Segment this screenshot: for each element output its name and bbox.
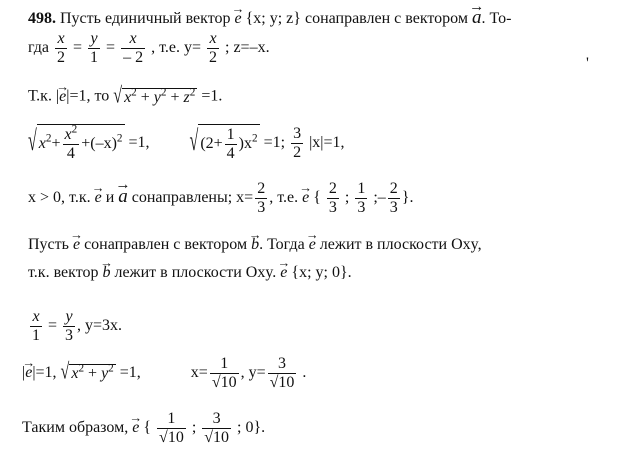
text: |x|=1,: [309, 133, 345, 151]
line-8: $\frac{x}{1}$ = $\frac{y}{3}$ , y=3x.: [32, 308, 123, 344]
vector-a: → a: [118, 187, 128, 206]
fraction: $\frac{2}{3}$: [257, 180, 266, 216]
fraction: $\frac{2}{3}$: [328, 180, 337, 216]
vector-e: → e: [235, 11, 242, 27]
fraction: $\frac{3}{√10}$: [204, 410, 230, 446]
vector-e: → e: [132, 420, 139, 436]
text: , т.е. y=: [151, 38, 201, 56]
fraction: $\frac{x}{2}$: [209, 30, 217, 66]
line-5: x > 0, т.к. → e и → a сонаправлены; x= $\frac{2}{3}$ , т.е. → e { $\frac{2}{3}$ ; $\frac{1}{3}$ ;– $\frac{2}{3}$ }.: [28, 180, 413, 216]
sqrt-expression: √ (2+ $\frac{1}{4}$ )$x^2$: [189, 126, 258, 162]
text: , y=: [240, 363, 266, 381]
text: x=: [190, 363, 208, 381]
text: и: [105, 188, 115, 206]
text: , т.е.: [269, 188, 299, 206]
vector-e: → e: [59, 89, 66, 105]
vector-b: → b: [251, 237, 259, 253]
text: {x; y; z} сонаправлен с вектором: [245, 10, 468, 27]
text: {x; y; 0}.: [291, 264, 352, 281]
line-10: Таким образом, → e { $\frac{1}{√10}$ ; $\frac{3}{√10}$ ; 0}.: [22, 410, 265, 446]
line-1: [28, 8, 511, 27]
line-9: |→ e|=1, √ $x^2 + y^2 =1$, x= $\frac{1}{√10}$ , y= $\frac{3}{√10}$ .: [22, 355, 306, 391]
vector-e: → e: [280, 265, 287, 281]
fraction: $\frac{3}{2}$: [293, 125, 302, 161]
text: Таким образом,: [22, 418, 129, 436]
text: |=1, то: [66, 87, 110, 105]
sqrt-expression: √ $x^2+$ $\frac{x^2}{4}$ $+(-x)^2$: [28, 123, 123, 162]
line-2: гда $\frac{x}{2}$ = $\frac{y}{1}$ = $\frac{x}{- 2}$ , т.е. y= $\frac{x}{2}$ ; z=–x.: [28, 30, 270, 66]
line-4: [28, 124, 345, 162]
text: сонаправлены; x=: [131, 188, 254, 206]
text: лежит в плоскости Oxy,: [319, 236, 482, 253]
fraction: $\frac{y}{3}$: [65, 308, 74, 344]
sqrt-expression: √ $x^2 + y^2$: [60, 360, 114, 385]
text: т.к. вектор: [28, 264, 99, 281]
vector-e: → e: [73, 237, 80, 253]
fraction: $\frac{x}{1}$: [32, 308, 40, 344]
text: . Тогда: [259, 236, 305, 253]
line-7: [28, 265, 352, 281]
text: Пусть единичный вектор: [60, 10, 231, 27]
fraction: $\frac{1}{√10}$: [211, 355, 237, 391]
text: ; z=–x.: [225, 38, 270, 56]
text: =1,: [128, 133, 150, 151]
text: гда: [28, 38, 50, 56]
stray-mark: ': [586, 55, 589, 72]
text: Пусть: [28, 236, 69, 253]
fraction: $\frac{3}{√10}$: [269, 355, 295, 391]
fraction: $\frac{1}{3}$: [357, 180, 366, 216]
vector-e: → e: [309, 237, 316, 253]
line-3: [28, 84, 223, 109]
problem-number: 498.: [28, 10, 56, 27]
text: =1;: [263, 133, 286, 151]
text: x > 0, т.к.: [28, 188, 91, 206]
vector-e: → e: [25, 365, 32, 381]
vector-e: → e: [95, 190, 102, 206]
sqrt-expression: √ $x^2 + y^2 + z^2$: [113, 84, 196, 109]
text: лежит в плоскости Oxy.: [114, 264, 277, 281]
text: Т.к. |: [28, 87, 60, 105]
fraction: $\frac{1}{√10}$: [159, 410, 184, 446]
text: =1,: [119, 363, 141, 381]
text: |=1,: [32, 363, 57, 381]
fraction: $\frac{x}{- 2}$: [123, 30, 144, 66]
line-6: [28, 237, 482, 253]
vector-b: → b: [102, 265, 110, 281]
fraction: $\frac{2}{3}$: [389, 180, 398, 216]
vector-e: → e: [302, 190, 309, 206]
text: , y=3x.: [77, 316, 123, 334]
text: . То-: [481, 10, 512, 27]
text: сонаправлен с вектором: [84, 236, 248, 253]
vector-a: → a: [472, 8, 482, 27]
text: =1.: [201, 87, 223, 105]
fraction: $\frac{x}{2}$: [57, 30, 66, 66]
fraction: $\frac{y}{1}$: [90, 30, 99, 66]
